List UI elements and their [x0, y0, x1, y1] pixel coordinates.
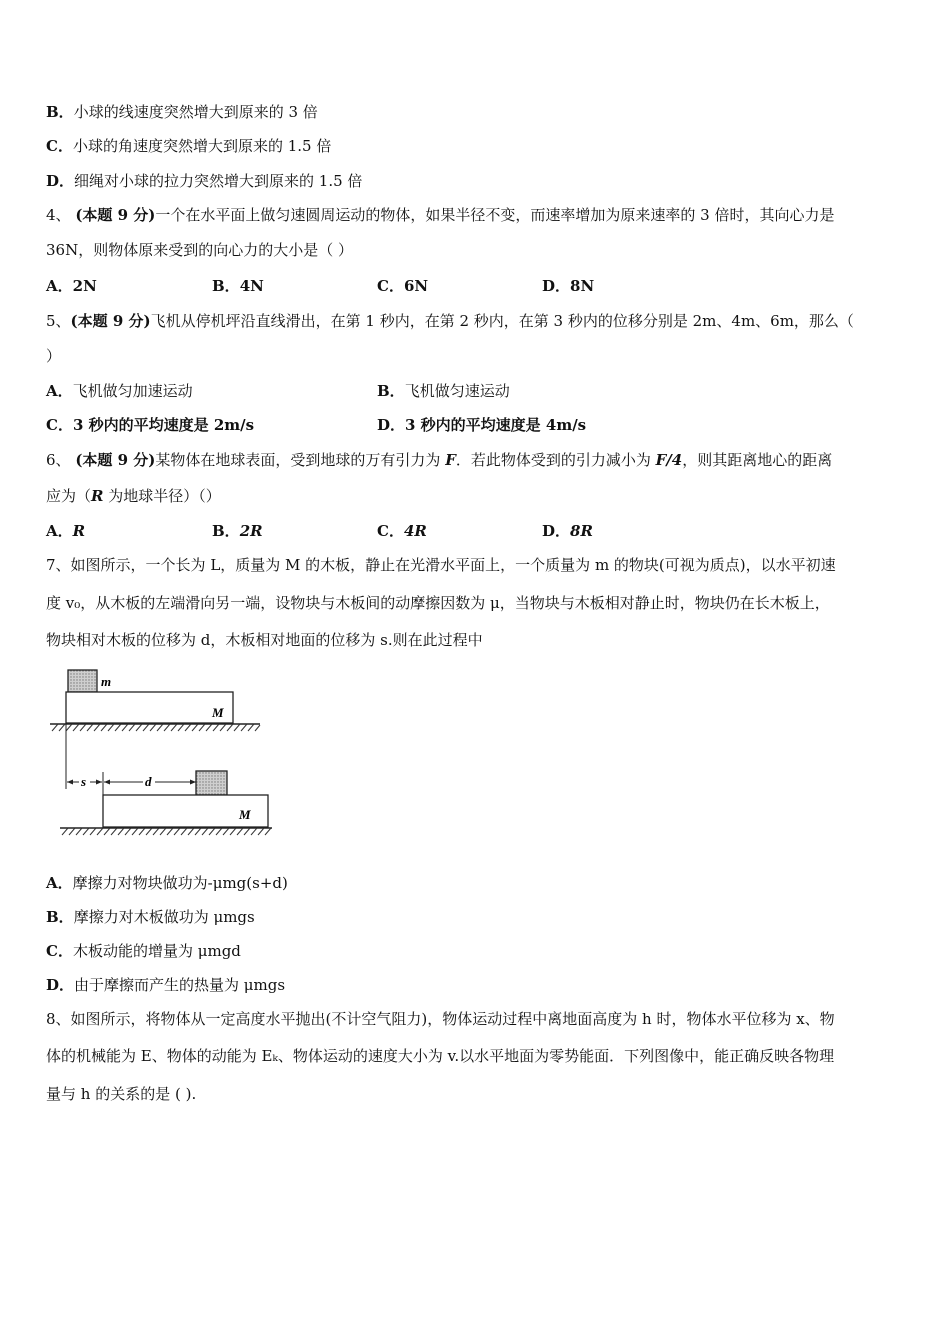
q6-option-b: B．2R [212, 522, 263, 540]
q4-option-c: C．6N [377, 277, 429, 295]
q5-option-b: B．飞机做匀速运动 [377, 382, 510, 400]
q8-stem-line1: 8、如图所示，将物体从一定高度水平抛出(不计空气阻力)，物体运动过程中离地面高度为 h 时，物体水平位移为 x、物 [46, 1010, 835, 1028]
q6-option-d: D．8R [542, 522, 593, 540]
q3-option-d: D．细绳对小球的拉力突然增大到原来的 1.5 倍 [46, 172, 363, 190]
q5-stem-line1: 5、(本题 9 分)飞机从停机坪沿直线滑出，在第 1 秒内，在第 2 秒内，在第 3 秒内的位移分别是 2m、4m、6m，那么（ [46, 312, 854, 330]
ground-top-hatch [52, 724, 260, 731]
q5-option-c: C．3 秒内的平均速度是 2m/s [46, 416, 255, 434]
ground-bottom-hatch [62, 828, 271, 835]
q5-stem-line2: ） [46, 347, 62, 365]
q8-stem-line3: 量与 h 的关系的是 ( ). [46, 1085, 197, 1103]
q7-stem-line2: 度 v₀，从木板的左端滑向另一端，设物块与木板间的动摩擦因数为 μ，当物块与木板相对静止时，物块仍在长木板上， [46, 594, 830, 612]
board-M-initial [66, 692, 233, 723]
q7-option-c: C．木板动能的增量为 μmgd [46, 942, 241, 960]
q7-option-d: D．由于摩擦而产生的热量为 μmgs [46, 976, 286, 994]
q3-option-b: B．小球的线速度突然增大到原来的 3 倍 [46, 103, 318, 121]
s-arrow-left-head [67, 780, 73, 785]
label-d: d [145, 774, 152, 789]
q6-stem-line2: 应为（R 为地球半径）（） [46, 487, 221, 505]
q7-option-b: B．摩擦力对木板做功为 μmgs [46, 908, 255, 926]
d-arrow-left-head [104, 780, 110, 785]
label-M-bottom: M [239, 807, 251, 822]
q6-option-a: A．R [46, 522, 86, 540]
label-M-top: M [212, 705, 224, 720]
q6-stem-line1: 6、 (本题 9 分)某物体在地球表面，受到地球的万有引力为 F．若此物体受到的引力减小为 F/4，则其距离地心的距离 [46, 451, 833, 469]
q4-option-a: A．2N [46, 277, 97, 295]
q7-option-a: A．摩擦力对物块做功为-μmg(s+d) [46, 874, 288, 892]
s-arrow-right-head [96, 780, 102, 785]
block-m-initial [68, 670, 97, 692]
q5-option-d: D．3 秒内的平均速度是 4m/s [377, 416, 587, 434]
q4-stem-line1: 4、 (本题 9 分)一个在水平面上做匀速圆周运动的物体，如果半径不变，而速率增加为原来速率的 3 倍时，其向心力是 [46, 206, 835, 224]
q4-stem-line2: 36N，则物体原来受到的向心力的大小是（ ） [46, 241, 353, 259]
block-m-final [196, 771, 227, 795]
q7-stem-line1: 7、如图所示，一个长为 L，质量为 M 的木板，静止在光滑水平面上，一个质量为 m 的物块(可视为质点)，以水平初速 [46, 556, 836, 574]
q7-stem-line3: 物块相对木板的位移为 d，木板相对地面的位移为 s.则在此过程中 [46, 631, 483, 649]
q4-option-b: B．4N [212, 277, 264, 295]
q4-option-d: D．8N [542, 277, 595, 295]
label-m: m [101, 674, 112, 689]
d-arrow-right-head [190, 780, 196, 785]
q6-option-c: C．4R [377, 522, 427, 540]
q5-option-a: A．飞机做匀加速运动 [46, 382, 193, 400]
label-s: s [81, 774, 87, 789]
q8-stem-line2: 体的机械能为 E、物体的动能为 Eₖ、物体运动的速度大小为 v.以水平地面为零势能面．下列图像中，能正确反映各物理 [46, 1047, 835, 1065]
q3-option-c: C．小球的角速度突然增大到原来的 1.5 倍 [46, 137, 332, 155]
q7-board-block-figure [46, 664, 276, 846]
